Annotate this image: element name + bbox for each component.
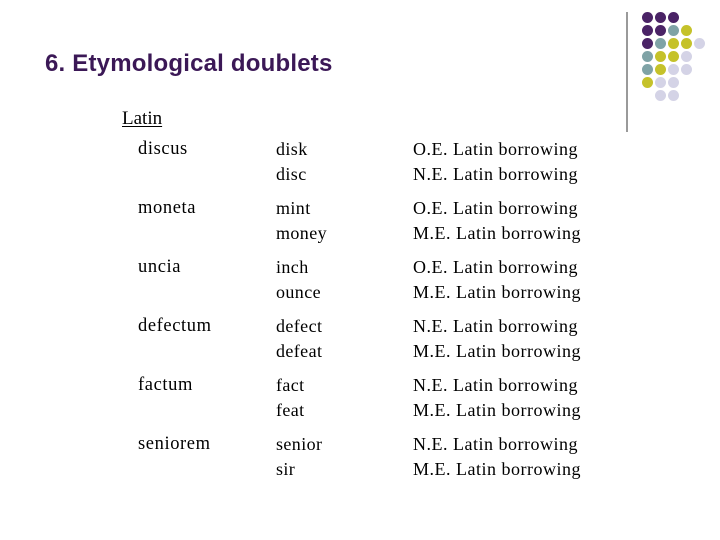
decorative-dot <box>642 51 653 62</box>
english-word: fact <box>276 375 305 395</box>
decorative-dot <box>642 77 653 88</box>
decorative-dot <box>655 25 666 36</box>
borrowing-note: M.E. Latin borrowing <box>413 341 581 361</box>
decorative-dot <box>655 12 666 23</box>
decorative-dot <box>694 38 705 49</box>
decorative-dot <box>668 12 679 23</box>
latin-origin: defectum <box>138 316 212 336</box>
latin-origin: moneta <box>138 198 197 218</box>
english-word: senior <box>276 434 323 454</box>
decorative-dot <box>655 51 666 62</box>
decorative-dot <box>681 38 692 49</box>
decorative-dot <box>655 77 666 88</box>
decorative-dot <box>655 90 666 101</box>
english-word: disk <box>276 139 308 159</box>
borrowing-note: O.E. Latin borrowing <box>413 198 578 218</box>
decorative-dot <box>668 90 679 101</box>
english-word: ounce <box>276 282 321 302</box>
slide-title: 6. Etymological doublets <box>45 50 333 77</box>
decorative-dot <box>642 38 653 49</box>
borrowing-note: M.E. Latin borrowing <box>413 282 581 302</box>
latin-origin: uncia <box>138 257 182 277</box>
english-word: disc <box>276 164 307 184</box>
borrowing-note: N.E. Latin borrowing <box>413 375 578 395</box>
borrowing-note: N.E. Latin borrowing <box>413 164 578 184</box>
decorative-dot <box>668 64 679 75</box>
section-label-latin: Latin <box>122 108 163 129</box>
decorative-dot <box>668 38 679 49</box>
english-word: sir <box>276 459 296 479</box>
decorative-dot <box>681 25 692 36</box>
english-word: defect <box>276 316 323 336</box>
decorative-dot <box>655 64 666 75</box>
borrowing-note: N.E. Latin borrowing <box>413 316 578 336</box>
english-word: defeat <box>276 341 323 361</box>
divider-line <box>626 12 628 132</box>
borrowing-note: N.E. Latin borrowing <box>413 434 578 454</box>
decorative-dot <box>668 25 679 36</box>
borrowing-note: M.E. Latin borrowing <box>413 223 581 243</box>
latin-origin: factum <box>138 375 193 395</box>
decorative-dot <box>655 38 666 49</box>
latin-origin: discus <box>138 139 188 159</box>
latin-origin: seniorem <box>138 434 211 454</box>
borrowing-note: O.E. Latin borrowing <box>413 139 578 159</box>
decorative-dot <box>681 51 692 62</box>
decorative-dot <box>642 12 653 23</box>
english-word: feat <box>276 400 305 420</box>
decorative-dot <box>681 64 692 75</box>
borrowing-note: M.E. Latin borrowing <box>413 459 581 479</box>
english-word: money <box>276 223 327 243</box>
decorative-dot <box>668 51 679 62</box>
decorative-dot <box>642 64 653 75</box>
english-word: mint <box>276 198 311 218</box>
borrowing-note: O.E. Latin borrowing <box>413 257 578 277</box>
english-word: inch <box>276 257 309 277</box>
decorative-dot <box>668 77 679 88</box>
decorative-dot <box>642 25 653 36</box>
borrowing-note: M.E. Latin borrowing <box>413 400 581 420</box>
